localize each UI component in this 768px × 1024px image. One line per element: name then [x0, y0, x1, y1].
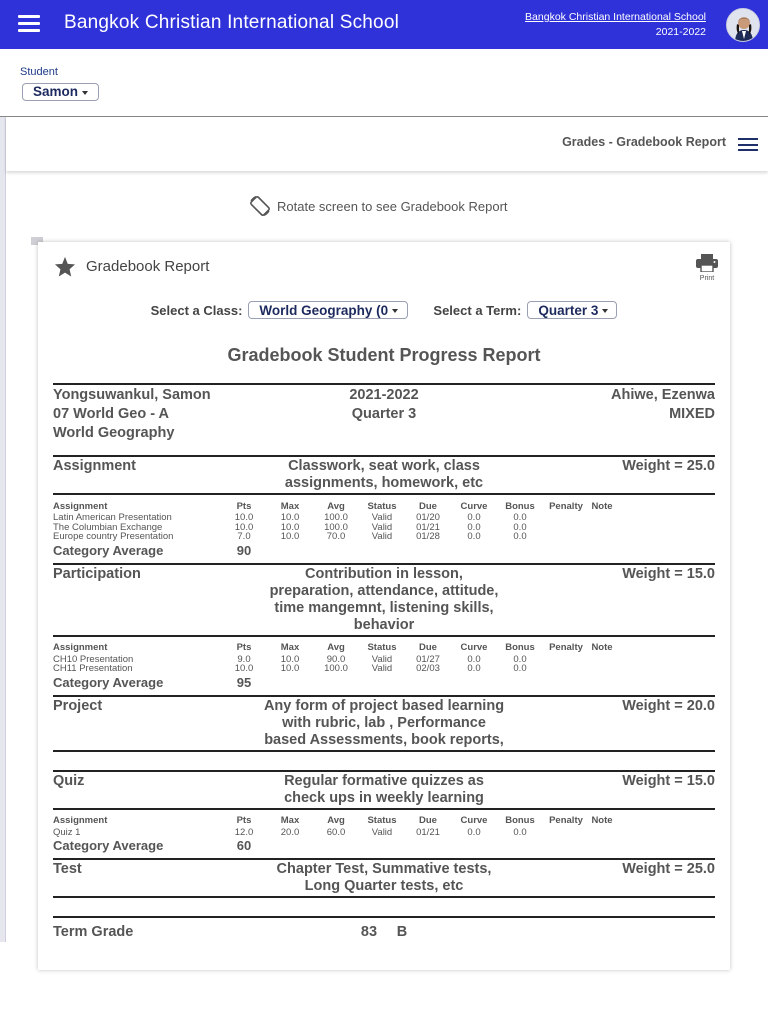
category-weight: Weight = 15.0: [622, 565, 715, 582]
category-average-row: [53, 542, 715, 559]
table-header-row: [53, 641, 615, 655]
table-cell: [589, 513, 615, 523]
category-header: [53, 772, 715, 807]
table-cell: 01/20: [416, 512, 440, 523]
table-cell: 60.0: [326, 826, 346, 838]
column-header: Status: [367, 815, 397, 826]
table-cell: The Columbian Exchange: [53, 521, 163, 533]
gradebook-title: Gradebook Report: [86, 258, 210, 275]
table-row: [53, 664, 615, 674]
table-cell: 10.0: [280, 531, 300, 542]
table-cell: 0.0: [467, 521, 481, 533]
table-cell: 10.0: [234, 663, 254, 674]
table-cell: Europe country Presentation: [53, 531, 174, 542]
table-cell: 70.0: [326, 531, 346, 542]
column-header: Bonus: [505, 815, 535, 826]
assignment-table: [53, 499, 615, 542]
table-row: [53, 532, 615, 542]
table-cell: [589, 655, 615, 665]
side-rail: [0, 117, 6, 942]
report-selectors: [38, 301, 730, 319]
term-select-label: Select a Term:: [433, 302, 522, 318]
table-cell: 10.0: [280, 521, 300, 533]
column-header: Curve: [460, 642, 488, 653]
course-name: World Geography: [53, 425, 175, 441]
course-code: 07 World Geo - A: [53, 406, 170, 422]
print-button[interactable]: [694, 254, 720, 282]
table-cell: Valid: [371, 512, 393, 523]
table-cell: [543, 655, 589, 665]
column-header: Curve: [460, 500, 488, 512]
student-dropdown[interactable]: [22, 83, 99, 101]
column-header: Bonus: [505, 642, 535, 653]
category-header: [53, 860, 715, 895]
table-cell: 01/28: [416, 531, 440, 542]
table-cell: Valid: [371, 653, 393, 665]
category-average-value: 95: [236, 674, 252, 690]
report-year: 2021-2022: [349, 387, 419, 403]
category-section: [53, 858, 715, 916]
category-name: Project: [53, 697, 103, 714]
table-cell: 0.0: [513, 663, 527, 674]
column-header: Pts: [236, 815, 252, 826]
student-label: Student: [20, 66, 58, 78]
student-dropdown-value: Samon: [33, 84, 79, 99]
report-term: Quarter 3: [351, 406, 417, 422]
category-average-row: [53, 837, 715, 854]
table-cell: [543, 664, 589, 674]
column-header: Assignment: [53, 642, 108, 653]
column-header: Status: [367, 500, 397, 512]
printer-icon: [696, 254, 718, 272]
class-select-label: Select a Class:: [150, 302, 243, 318]
table-cell: 10.0: [280, 512, 300, 523]
category-name: Quiz: [53, 772, 85, 789]
category-name: Assignment: [53, 458, 136, 474]
table-cell: [589, 532, 615, 542]
column-header: Curve: [460, 815, 488, 826]
category-section: [53, 455, 715, 563]
category-weight: Weight = 25.0: [622, 458, 715, 474]
category-description: Classwork, seat work, class assignments, homework, etc: [284, 458, 484, 491]
table-cell: 0.0: [513, 521, 527, 533]
table-cell: 0.0: [513, 653, 527, 665]
divider: [53, 808, 715, 810]
table-cell: 10.0: [280, 653, 300, 665]
category-average-label: Category Average: [53, 838, 164, 853]
hamburger-menu-icon[interactable]: [18, 15, 40, 33]
class-dropdown[interactable]: [248, 301, 408, 319]
app-header: [0, 0, 768, 49]
table-cell: 90.0: [326, 653, 346, 665]
category-description: Chapter Test, Summative tests, Long Quarter tests, etc: [276, 861, 492, 894]
table-cell: [589, 664, 615, 674]
table-cell: 10.0: [280, 663, 300, 674]
table-cell: 01/21: [416, 521, 440, 533]
chevron-down-icon: [82, 91, 88, 95]
category-average-row: [53, 674, 715, 691]
assignment-table: [53, 641, 615, 674]
report-content: [53, 383, 715, 942]
category-header: [53, 457, 715, 492]
table-cell: Quiz 1: [53, 826, 81, 838]
table-cell: Valid: [371, 531, 393, 542]
school-year: 2021-2022: [655, 26, 706, 38]
column-header: Pts: [236, 500, 252, 512]
gradebook-header: [54, 256, 209, 277]
table-cell: [543, 828, 589, 838]
column-header: Max: [280, 500, 300, 512]
table-cell: [543, 532, 589, 542]
teacher-name: Ahiwe, Ezenwa: [611, 387, 715, 403]
table-cell: 100.0: [324, 663, 348, 674]
column-header: Due: [419, 500, 437, 512]
column-header: Due: [419, 642, 437, 653]
avatar[interactable]: [726, 8, 760, 42]
rotate-message-text: Rotate screen to see Gradebook Report: [277, 198, 508, 214]
table-cell: 12.0: [234, 826, 254, 838]
table-cell: CH10 Presentation: [53, 653, 134, 665]
app-title: Bangkok Christian International School: [64, 12, 400, 33]
table-cell: [543, 523, 589, 533]
table-cell: 0.0: [513, 531, 527, 542]
assignment-table: [53, 814, 615, 838]
breadcrumb: Grades - Gradebook Report: [562, 135, 726, 149]
table-cell: Latin American Presentation: [53, 512, 172, 523]
school-link[interactable]: Bangkok Christian International School: [525, 11, 706, 23]
table-cell: CH11 Presentation: [53, 663, 133, 674]
table-cell: [589, 828, 615, 838]
table-cell: 0.0: [467, 663, 481, 674]
chevron-down-icon: [392, 309, 398, 313]
column-header: Penalty: [549, 500, 583, 512]
rotate-message: [248, 195, 508, 217]
print-label: Print: [699, 275, 715, 282]
category-average-value: 90: [236, 542, 252, 558]
report-title: Gradebook Student Progress Report: [227, 345, 541, 365]
chevron-down-icon: [602, 309, 608, 313]
category-list: [53, 455, 715, 916]
term-grade-percent: 83: [360, 924, 378, 940]
class-dropdown-value: World Geography (0: [259, 302, 389, 318]
category-weight: Weight = 15.0: [622, 772, 715, 789]
term-grade-row: [53, 922, 715, 942]
column-header: Note: [591, 500, 613, 512]
student-info: [53, 386, 211, 443]
table-cell: 0.0: [513, 512, 527, 523]
table-cell: 10.0: [234, 512, 254, 523]
table-cell: 20.0: [280, 826, 300, 838]
column-header: Note: [591, 815, 613, 826]
term-grade-label: Term Grade: [53, 924, 134, 940]
column-header: Max: [280, 642, 300, 653]
category-average-value: 60: [236, 838, 252, 853]
gradebook-card: [38, 242, 730, 970]
category-description: Any form of project based learning with rubric, lab , Performance based Assessments, book reports,: [263, 697, 505, 748]
term-grade-letter: B: [396, 924, 408, 940]
table-cell: 01/27: [416, 653, 440, 665]
column-header: Status: [367, 642, 397, 653]
column-header: Due: [419, 815, 437, 826]
table-cell: 01/21: [416, 826, 440, 838]
column-header: Penalty: [549, 815, 583, 826]
category-section: [53, 770, 715, 859]
category-section: [53, 695, 715, 770]
table-cell: 10.0: [234, 521, 254, 533]
term-dropdown-value: Quarter 3: [538, 302, 599, 318]
term-dropdown[interactable]: [527, 301, 617, 319]
divider: [53, 493, 715, 495]
table-cell: 7.0: [237, 531, 251, 542]
rotate-device-icon: [248, 195, 272, 217]
column-header: Penalty: [549, 642, 583, 653]
page-menu-icon[interactable]: [738, 138, 758, 151]
category-header: [53, 565, 715, 634]
category-description: Regular formative quizzes as check ups in weekly learning: [284, 772, 484, 806]
column-header: Max: [280, 815, 300, 826]
category-header: [53, 697, 715, 749]
table-cell: 0.0: [467, 826, 481, 838]
table-header-row: [53, 499, 615, 513]
student-name: Yongsuwankul, Samon: [53, 387, 211, 403]
column-header: Avg: [327, 500, 345, 512]
category-section: [53, 563, 715, 695]
table-row: [53, 828, 615, 838]
column-header: Pts: [236, 642, 252, 653]
category-name: Participation: [53, 565, 141, 582]
column-header: Avg: [327, 642, 345, 653]
divider: [53, 635, 715, 637]
report-info: [53, 385, 715, 455]
table-header-row: [53, 814, 615, 828]
column-header: Bonus: [505, 500, 535, 512]
table-cell: [589, 523, 615, 533]
column-header: Assignment: [53, 815, 108, 826]
star-icon: [54, 256, 76, 277]
table-cell: 0.0: [467, 653, 481, 665]
divider: [53, 916, 715, 918]
section-name: MIXED: [669, 406, 715, 422]
category-weight: Weight = 20.0: [622, 697, 715, 714]
table-cell: 02/03: [416, 663, 440, 674]
table-cell: [543, 513, 589, 523]
table-cell: 100.0: [324, 512, 348, 523]
table-cell: 0.0: [513, 826, 527, 838]
category-weight: Weight = 25.0: [622, 861, 715, 877]
category-description: Contribution in lesson, preparation, attendance, attitude, time mangemnt, listening skills, behavior: [269, 565, 499, 633]
student-selector-area: [0, 49, 768, 117]
category-average-label: Category Average: [53, 674, 164, 690]
table-cell: Valid: [371, 663, 393, 674]
table-cell: Valid: [371, 826, 393, 838]
table-cell: 9.0: [237, 653, 251, 665]
table-cell: Valid: [371, 521, 393, 533]
column-header: Assignment: [53, 500, 108, 512]
column-header: Avg: [327, 815, 345, 826]
table-cell: 0.0: [467, 531, 481, 542]
table-cell: 100.0: [324, 521, 348, 533]
table-cell: 0.0: [467, 512, 481, 523]
teacher-info: [611, 386, 715, 424]
breadcrumb-bar: [6, 117, 768, 171]
category-average-label: Category Average: [53, 542, 164, 558]
category-name: Test: [53, 861, 82, 877]
column-header: Note: [591, 642, 613, 653]
